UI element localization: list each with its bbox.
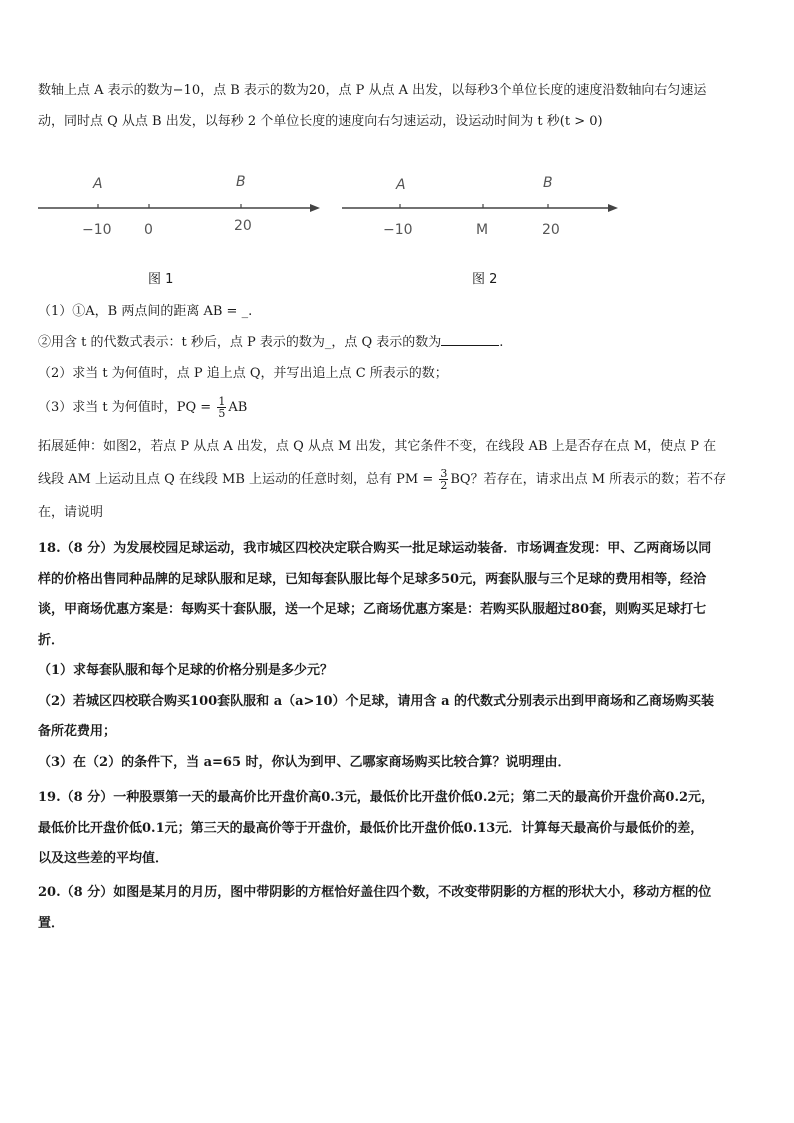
figure-2-caption: 图 2	[472, 272, 498, 287]
fraction-three-halves: $\frac{3}{2}$	[440, 467, 448, 492]
extension-line-3: 在，请说明	[38, 505, 104, 520]
q18-sub-2-line-1: （2）若城区四校联合购买100套队服和 a（a>10）个足球，请用含 a 的代数式分别表示出到甲商场和乙商场购买装	[38, 693, 715, 709]
figure-1-caption: 图 1	[148, 272, 174, 287]
q20-line-1: 20.（8 分）如图是某月的月历，图中带阴影的方框恰好盖住四个数，不改变带阴影的方框的形状大小，移动方框的位	[38, 885, 712, 900]
q19-line-3: 以及这些差的平均值．	[38, 851, 169, 866]
q18-sub-3: （3）在（2）的条件下，当 a=65 时，你认为到甲、乙哪家商场购买比较合算？说明理由．	[38, 754, 571, 770]
q17-part-1: （1）①A，B 两点间的距离 AB = _.	[38, 304, 253, 319]
fig2-tick-a: −10	[383, 222, 413, 238]
figure-2-number-line	[342, 168, 632, 248]
problem-18	[38, 534, 758, 778]
q17-extension	[38, 430, 758, 529]
q18-line-3: 谈，甲商场优惠方案是：每购买十套队服，送一个足球；乙商场优惠方案是：若购买队服超过80套，则购买足球打七	[38, 602, 707, 617]
q18-line-2: 样的价格出售同种品牌的足球队服和足球，已知每套队服比每个足球多50元，两套队服与三个足球的费用相等，经洽	[38, 571, 707, 587]
q17-part-2: （2）求当 t 为何值时，点 P 追上点 Q，并写出追上点 C 所表示的数；	[38, 366, 448, 381]
fig1-tick-a: −10	[82, 222, 112, 238]
q18-sub-1: （1）求每套队服和每个足球的价格分别是多少元？	[38, 663, 334, 678]
q20-line-2: 置．	[38, 916, 65, 931]
q17-part-3: （3）求当 t 为何值时，PQ = $\frac{1}{5}$ AB	[38, 395, 248, 420]
fig1-tick-o: 0	[144, 222, 153, 238]
q19-line-1: 19.（8 分）一种股票第一天的最高价比开盘价高0.3元，最低价比开盘价低0.2元；第二天的最高价开盘价高0.2元，	[38, 790, 715, 805]
fig1-label-b: B	[236, 174, 246, 190]
q18-sub-2-line-2: 备所花费用；	[38, 724, 117, 739]
fig2-label-b: B	[543, 175, 553, 191]
extension-line-2: 线段 AM 上运动且点 Q 在线段 MB 上运动的任意时刻，总有 PM = $\frac{3}{2}$ BQ？若存在，请求出点 M 所表示的数；若不存	[38, 467, 727, 492]
problem-17-parts	[38, 296, 758, 389]
answer-blank	[441, 333, 499, 346]
fig1-tick-b: 20	[234, 218, 252, 234]
intro-line-2: 动，同时点 Q 从点 B 出发，以每秒 2 个单位长度的速度向右匀速运动，设运动时间为 t 秒(t > 0)	[38, 114, 603, 129]
intro-line-1: 数轴上点 A 表示的数为−10，点 B 表示的数为20，点 P 从点 A 出发，以每秒3个单位长度的速度沿数轴向右匀速运	[38, 83, 707, 98]
fig2-tick-b: 20	[542, 222, 560, 238]
extension-line-1: 拓展延伸：如图2，若点 P 从点 A 出发，点 Q 从点 M 出发，其它条件不变，在线段 AB 上是否存在点 M，使点 P 在	[38, 439, 717, 454]
fraction-one-fifth: $\frac{1}{5}$	[218, 395, 226, 420]
fig1-label-a: A	[93, 176, 103, 192]
fig2-label-a: A	[396, 177, 406, 193]
fig2-tick-m: M	[476, 222, 489, 238]
problem-19	[38, 783, 758, 875]
problem-20	[38, 877, 758, 939]
figure-1-number-line	[38, 168, 328, 248]
problem-17-intro	[38, 75, 758, 137]
q19-line-2: 最低价比开盘价低0.1元；第三天的最高价等于开盘价，最低价比开盘价低0.13元．计算每天最高价与最低价的差，	[38, 820, 704, 836]
q17-part-1b: ②用含 t 的代数式表示：t 秒后，点 P 表示的数为_，点 Q 表示的数为 .	[38, 335, 504, 350]
q18-line-1: 18.（8 分）为发展校园足球运动，我市城区四校决定联合购买一批足球运动装备．市场调查发现：甲、乙两商场以同	[38, 541, 712, 556]
q18-line-4: 折．	[38, 632, 65, 648]
